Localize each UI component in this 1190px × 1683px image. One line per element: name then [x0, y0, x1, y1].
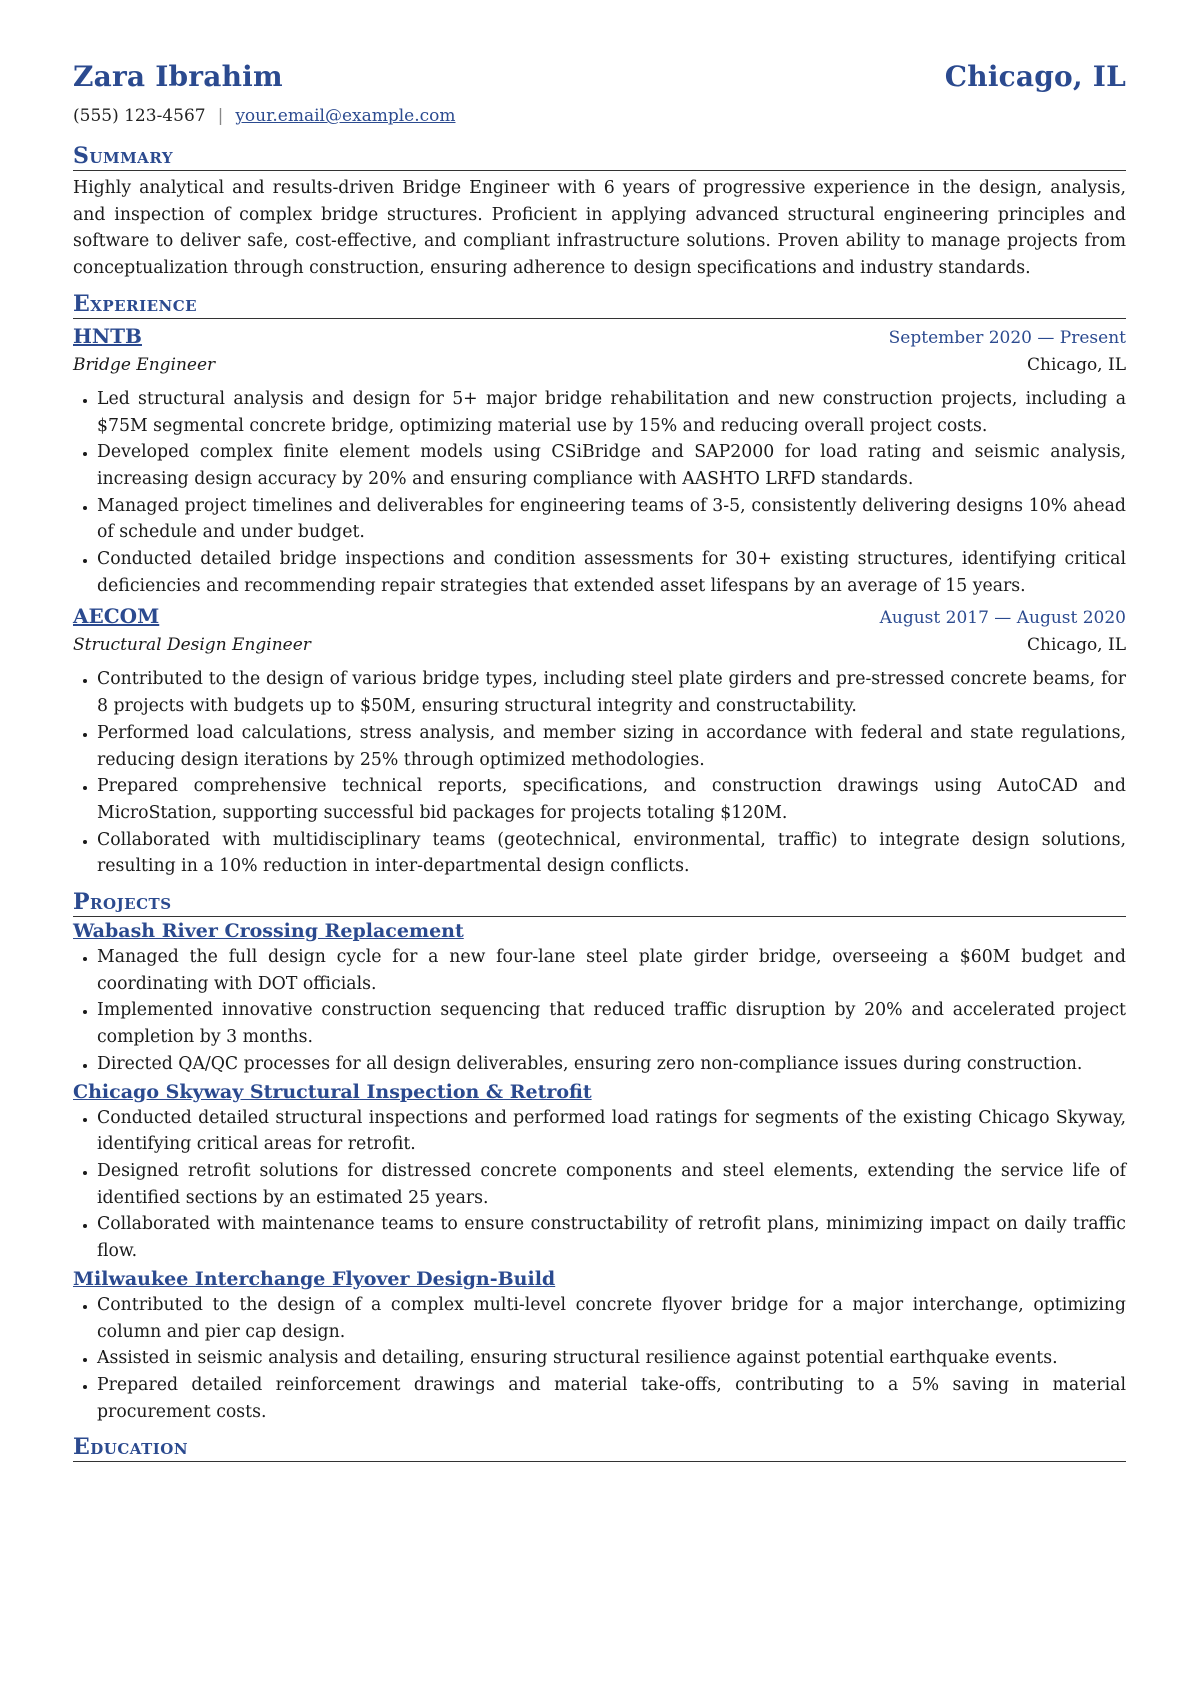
- project-bullets: [73, 1105, 1126, 1265]
- bullet-item: • Prepared detailed reinforcement drawings and material take-offs, contributing to a 5% saving in material procurement costs.: [97, 1372, 1126, 1425]
- bullet-item: • Contributed to the design of a complex multi-level concrete flyover bridge for a major interchange, optimizing column and pier cap design.: [97, 1292, 1126, 1345]
- bullet-item: • Collaborated with maintenance teams to ensure constructability of retrofit plans, minimizing impact on daily traffic flow.: [97, 1211, 1126, 1264]
- bullet-item: • Collaborated with multidisciplinary teams (geotechnical, environmental, traffic) to integrate design solutions, resulting in a 10% reduction in inter-departmental design conflicts.: [97, 827, 1126, 880]
- bullet-item: • Developed complex finite element models using CSiBridge and SAP2000 for load rating and seismic analysis, increasing design accuracy by 20% and ensuring compliance with AASHTO LRFD standards.: [97, 439, 1126, 492]
- section-title-projects: Projects: [73, 888, 1126, 917]
- section-title-summary: Summary: [73, 142, 1126, 171]
- bullet-item: • Prepared comprehensive technical reports, specifications, and construction drawings using AutoCAD and MicroStation, supporting successful bid packages for projects totaling $120M.: [97, 773, 1126, 826]
- candidate-location: Chicago, IL: [944, 60, 1126, 93]
- job-location: Chicago, IL: [1027, 354, 1126, 375]
- company-name[interactable]: HNTB: [73, 323, 142, 348]
- candidate-name: Zara Ibrahim: [73, 60, 283, 93]
- section-title-education: Education: [73, 1433, 1126, 1462]
- bullet-item: • Managed project timelines and deliverables for engineering teams of 3-5, consistently delivering designs 10% ahead of schedule and under budget.: [97, 493, 1126, 546]
- bullet-item: • Conducted detailed bridge inspections and condition assessments for 30+ existing structures, identifying critical deficiencies and recommending repair strategies that extended asset lifespans by an average of 15 years.: [97, 546, 1126, 599]
- bullet-item: • Performed load calculations, stress analysis, and member sizing in accordance with federal and state regulations, reducing design iterations by 25% through optimized methodologies.: [97, 720, 1126, 773]
- bullet-item: • Assisted in seismic analysis and detailing, ensuring structural resilience against potential earthquake events.: [97, 1345, 1126, 1372]
- job-location: Chicago, IL: [1027, 635, 1126, 656]
- job-role: Bridge Engineer: [73, 354, 216, 375]
- bullet-item: • Conducted detailed structural inspections and performed load ratings for segments of the existing Chicago Skyway, identifying critical areas for retrofit.: [97, 1105, 1126, 1158]
- contact-separator: |: [217, 106, 224, 126]
- bullet-item: • Designed retrofit solutions for distressed concrete components and steel elements, extending the service life of identified sections by an estimated 25 years.: [97, 1158, 1126, 1211]
- project-entry: [73, 1267, 1126, 1426]
- resume-page: [73, 60, 1126, 1462]
- phone: (555) 123-4567: [73, 106, 206, 126]
- job-dates: September 2020 — Present: [888, 327, 1126, 348]
- project-entry: [73, 919, 1126, 1078]
- company-name[interactable]: AECOM: [73, 604, 160, 629]
- projects-section: [73, 888, 1126, 1425]
- bullet-item: • Implemented innovative construction sequencing that reduced traffic disruption by 20% and accelerated project completion by 3 months.: [97, 997, 1126, 1050]
- section-title-experience: Experience: [73, 290, 1126, 319]
- header: [73, 60, 1126, 100]
- project-bullets: [73, 944, 1126, 1078]
- job-role: Structural Design Engineer: [73, 635, 311, 656]
- summary-section: [73, 142, 1126, 282]
- email-link[interactable]: your.email@example.com: [235, 106, 456, 126]
- contact-line: [73, 106, 1126, 132]
- project-bullets: [73, 1292, 1126, 1426]
- project-entry: [73, 1080, 1126, 1265]
- job-bullets: [73, 666, 1126, 880]
- project-title[interactable]: Wabash River Crossing Replacement: [73, 920, 464, 943]
- job-dates: August 2017 — August 2020: [879, 608, 1126, 629]
- bullet-item: • Directed QA/QC processes for all design deliverables, ensuring zero non-compliance issues during construction.: [97, 1051, 1126, 1078]
- education-section: [73, 1433, 1126, 1462]
- job-bullets: [73, 386, 1126, 600]
- project-title[interactable]: Chicago Skyway Structural Inspection & Retrofit: [73, 1080, 592, 1103]
- summary-text: Highly analytical and results-driven Bridge Engineer with 6 years of progressive experience in the design, analysis, and inspection of complex bridge structures. Proficient in applying advanced structural engineering principles and software to deliver safe, cost-effective, and compliant infrastructure solutions. Proven ability to manage projects from conceptualization through construction, ensuring adherence to design specifications and industry standards.: [73, 178, 1126, 279]
- bullet-item: • Managed the full design cycle for a new four-lane steel plate girder bridge, overseeing a $60M budget and coordinating with DOT officials.: [97, 944, 1126, 997]
- job-entry: [73, 323, 1126, 600]
- project-title[interactable]: Milwaukee Interchange Flyover Design-Build: [73, 1267, 556, 1290]
- experience-section: [73, 290, 1126, 880]
- job-entry: [73, 603, 1126, 880]
- bullet-item: • Contributed to the design of various bridge types, including steel plate girders and pre-stressed concrete beams, for 8 projects with budgets up to $50M, ensuring structural integrity and constructability.: [97, 666, 1126, 719]
- bullet-item: • Led structural analysis and design for 5+ major bridge rehabilitation and new construction projects, including a $75M segmental concrete bridge, optimizing material use by 15% and reducing overall project costs.: [97, 386, 1126, 439]
